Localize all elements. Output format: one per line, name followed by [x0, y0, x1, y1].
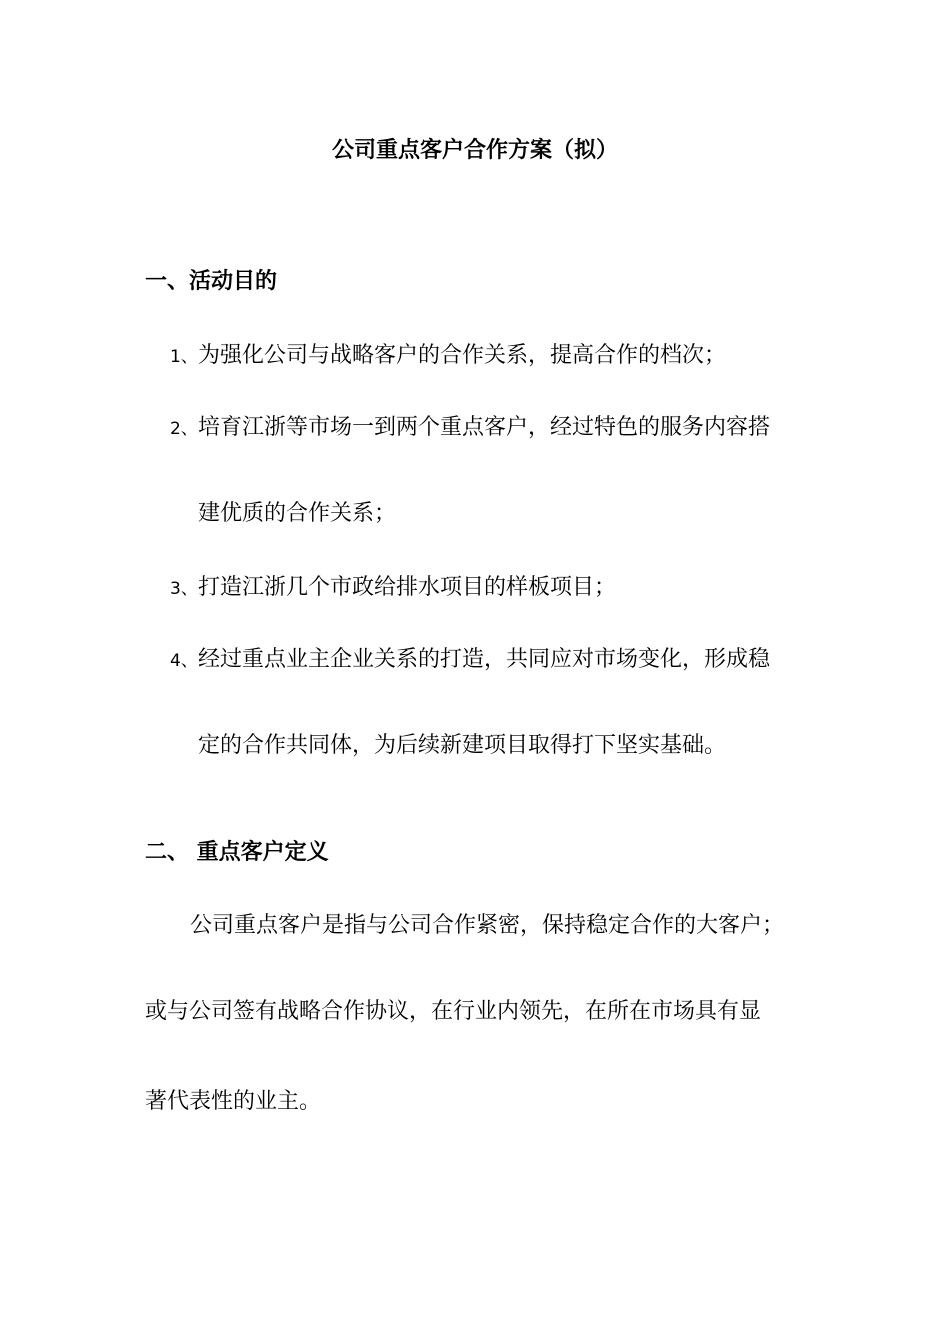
section-heading-definition: 二、 重点客户定义 [145, 840, 329, 865]
section-heading-objectives: 一、活动目的 [145, 269, 278, 294]
list-item [170, 645, 770, 676]
item-number: 4、 [170, 651, 198, 671]
item-number: 1、 [170, 347, 198, 367]
paragraph-line: 公司重点客户是指与公司合作紧密，保持稳定合作的大客户； [190, 913, 785, 938]
item-text-continuation: 定的合作共同体，为后续新建项目取得打下坚实基础。 [198, 733, 727, 758]
paragraph-line: 或与公司签有战略合作协议，在行业内领先，在所在市场具有显 [145, 999, 762, 1024]
list-item [170, 413, 770, 444]
item-text: 打造江浙几个市政给排水项目的样板项目； [198, 575, 617, 600]
item-text: 经过重点业主企业关系的打造，共同应对市场变化，形成稳 [198, 647, 771, 672]
item-text: 为强化公司与战略客户的合作关系，提高合作的档次； [198, 343, 727, 368]
item-number: 2、 [170, 419, 198, 439]
list-item [170, 341, 726, 372]
list-item [170, 573, 616, 604]
item-text-continuation: 建优质的合作关系； [198, 501, 397, 526]
item-number: 3、 [170, 579, 198, 599]
document-title: 公司重点客户合作方案（拟） [331, 138, 618, 163]
paragraph-line: 著代表性的业主。 [145, 1089, 322, 1114]
item-text: 培育江浙等市场一到两个重点客户，经过特色的服务内容搭 [198, 415, 771, 440]
